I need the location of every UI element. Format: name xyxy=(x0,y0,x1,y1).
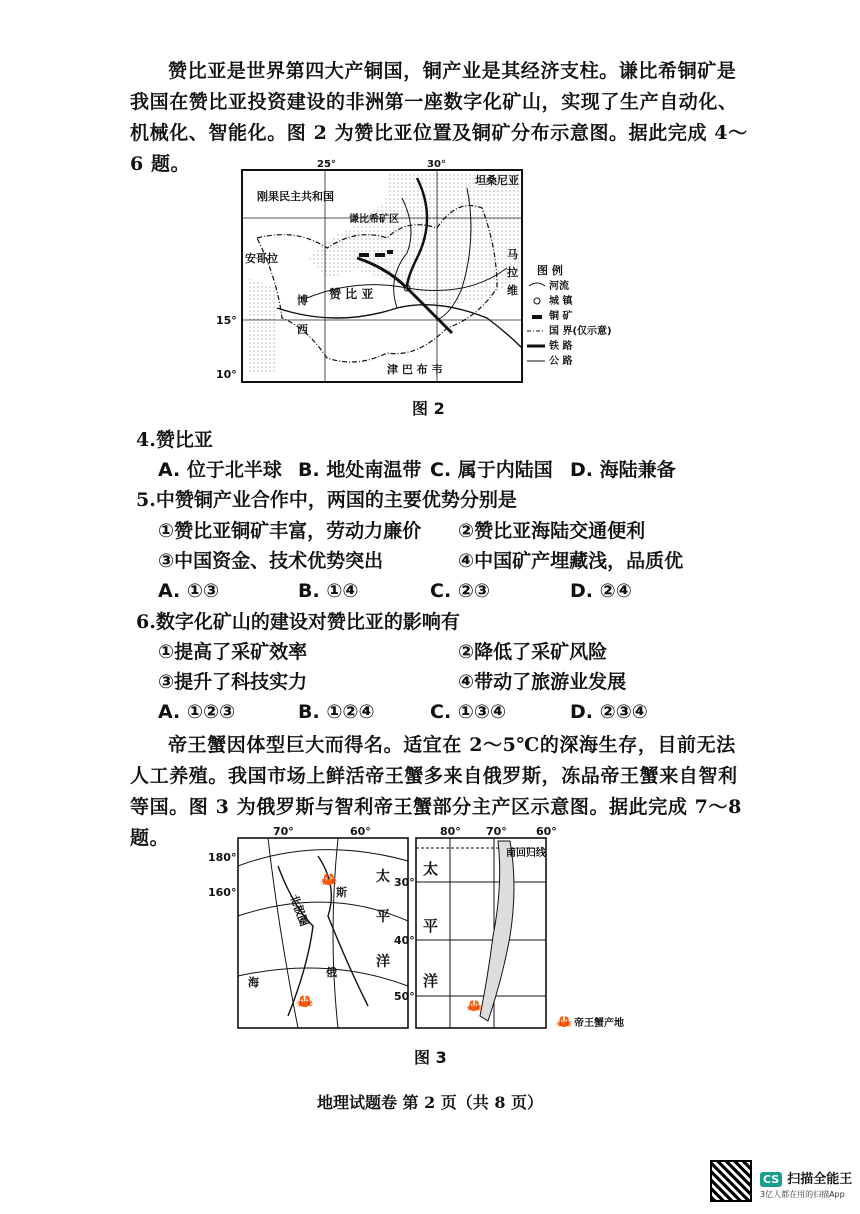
figure-2-caption: 图 2 xyxy=(412,399,445,418)
label-malawi-3: 维 xyxy=(507,284,518,297)
lat-15: 15° xyxy=(216,314,237,327)
left-pen-label: 斯 xyxy=(336,886,347,899)
right-pacific-2: 平 xyxy=(423,917,439,935)
q5-option-d: D. ②④ xyxy=(570,580,632,602)
left-land-label: 俄 xyxy=(326,966,337,979)
legend-mine: 铜 矿 xyxy=(549,311,573,322)
left-pacific-2: 平 xyxy=(376,909,390,925)
cs-logo: CS xyxy=(760,1172,782,1187)
label-botswana-2: 西 xyxy=(297,323,308,336)
label-angola: 安哥拉 xyxy=(245,252,278,265)
q5-option-a: A. ①③ xyxy=(158,580,220,602)
q6-option-b: B. ①②④ xyxy=(298,701,375,723)
q5-item-1: ①赞比亚铜矿丰富，劳动力廉价 xyxy=(158,520,422,542)
qr-code-icon xyxy=(710,1160,752,1202)
legend-title: 图 例 xyxy=(537,264,563,277)
lat-10: 10° xyxy=(216,368,237,381)
badge-subtitle: 3亿人都在用的扫描App xyxy=(760,1190,845,1199)
label-mine: 谦比希矿区 xyxy=(349,214,399,225)
question-4-stem: 4.赞比亚 xyxy=(136,429,213,451)
right-tropic-label: 南回归线 xyxy=(506,848,546,859)
right-lon-60: 60° xyxy=(536,825,557,838)
q6-item-3: ③提升了科技实力 xyxy=(158,671,308,693)
right-lat-40: 40° xyxy=(394,934,415,947)
q6-option-a: A. ①②③ xyxy=(158,701,236,723)
q5-item-2: ②赞比亚海陆交通便利 xyxy=(458,520,646,542)
right-pacific-1: 太 xyxy=(423,860,439,878)
left-lon-70: 70° xyxy=(273,825,294,838)
left-lon-60: 60° xyxy=(350,825,371,838)
badge-name: 扫描全能王 xyxy=(787,1172,853,1187)
q6-item-1: ①提高了采矿效率 xyxy=(158,641,308,663)
left-lat-160: 160° xyxy=(208,886,237,899)
label-zimbabwe: 津 巴 布 韦 xyxy=(387,363,443,376)
legend-town: 城 镇 xyxy=(549,296,573,307)
right-lat-50: 50° xyxy=(394,990,415,1003)
q5-item-4: ④中国矿产埋藏浅，品质优 xyxy=(458,550,684,572)
left-arctic-circle: 北极圈 xyxy=(287,892,311,929)
lon-25: 25° xyxy=(317,159,336,170)
left-pacific-3: 洋 xyxy=(376,954,390,970)
q5-option-b: B. ①④ xyxy=(298,580,359,602)
fig3-legend-label: 帝王蟹产地 xyxy=(574,1018,624,1029)
right-lon-70: 70° xyxy=(486,825,507,838)
label-malawi-1: 马 xyxy=(507,248,518,261)
legend-border: 国 界(仅示意) xyxy=(549,326,612,337)
label-zambia: 赞 比 亚 xyxy=(329,287,374,301)
legend-river: 河流 xyxy=(549,281,569,292)
legend-railway: 铁 路 xyxy=(549,341,573,352)
q5-option-c: C. ②③ xyxy=(430,580,490,602)
left-lat-180: 180° xyxy=(208,851,237,864)
figure-3-caption: 图 3 xyxy=(414,1048,447,1067)
label-drc: 刚果民主共和国 xyxy=(257,190,334,203)
q6-item-4: ④带动了旅游业发展 xyxy=(458,671,627,693)
crab-icon: 🦀 xyxy=(320,872,338,888)
label-tanzania: 坦桑尼亚 xyxy=(475,174,519,187)
question-5-stem: 5.中赞铜产业合作中，两国的主要优势分别是 xyxy=(136,489,517,511)
label-botswana-1: 博 xyxy=(297,294,308,307)
q6-item-2: ②降低了采矿风险 xyxy=(458,641,608,663)
q6-option-c: C. ①③④ xyxy=(430,701,507,723)
figure-3-maps xyxy=(208,825,638,1041)
lon-30: 30° xyxy=(427,159,446,170)
intro-paragraph-2: 帝王蟹因体型巨大而得名。适宜在 2～5℃的深海生存，目前无法人工养殖。我国市场上鲜活帝王蟹多来自俄罗斯，冻品帝王蟹来自智利等国。图 3 为俄罗斯与智利帝王蟹部分主产区示意图。据此完成 7～8 题。 xyxy=(130,734,742,849)
crab-legend-icon: 🦀 xyxy=(556,1015,573,1030)
page-footer: 地理试题卷 第 2 页（共 8 页） xyxy=(316,1093,544,1112)
q4-option-a: A. 位于北半球 xyxy=(158,459,282,481)
crab-icon: 🦀 xyxy=(466,999,483,1014)
intro-paragraph-1: 赞比亚是世界第四大产铜国，铜产业是其经济支柱。谦比希铜矿是我国在赞比亚投资建设的非洲第一座数字化矿山，实现了生产自动化、机械化、智能化。图 2 为赞比亚位置及铜矿分布示意图。据此完成 4～6 题。 xyxy=(130,60,748,175)
right-lat-30: 30° xyxy=(394,876,415,889)
left-pacific-1: 太 xyxy=(376,869,390,885)
q6-option-d: D. ②③④ xyxy=(570,701,648,723)
question-6-stem: 6.数字化矿山的建设对赞比亚的影响有 xyxy=(136,611,460,633)
q4-option-b: B. 地处南温带 xyxy=(298,459,422,481)
q4-option-c: C. 属于内陆国 xyxy=(430,459,553,481)
q5-item-3: ③中国资金、技术优势突出 xyxy=(158,550,384,572)
label-malawi-2: 拉 xyxy=(507,266,518,279)
left-sea-label: 海 xyxy=(248,976,259,989)
scanner-badge xyxy=(760,1168,852,1200)
legend-road: 公 路 xyxy=(549,356,573,367)
right-pacific-3: 洋 xyxy=(423,972,439,990)
q4-option-d: D. 海陆兼备 xyxy=(570,459,676,481)
figure-2-map xyxy=(237,158,617,388)
crab-icon: 🦀 xyxy=(296,994,314,1010)
right-lon-80: 80° xyxy=(440,825,461,838)
